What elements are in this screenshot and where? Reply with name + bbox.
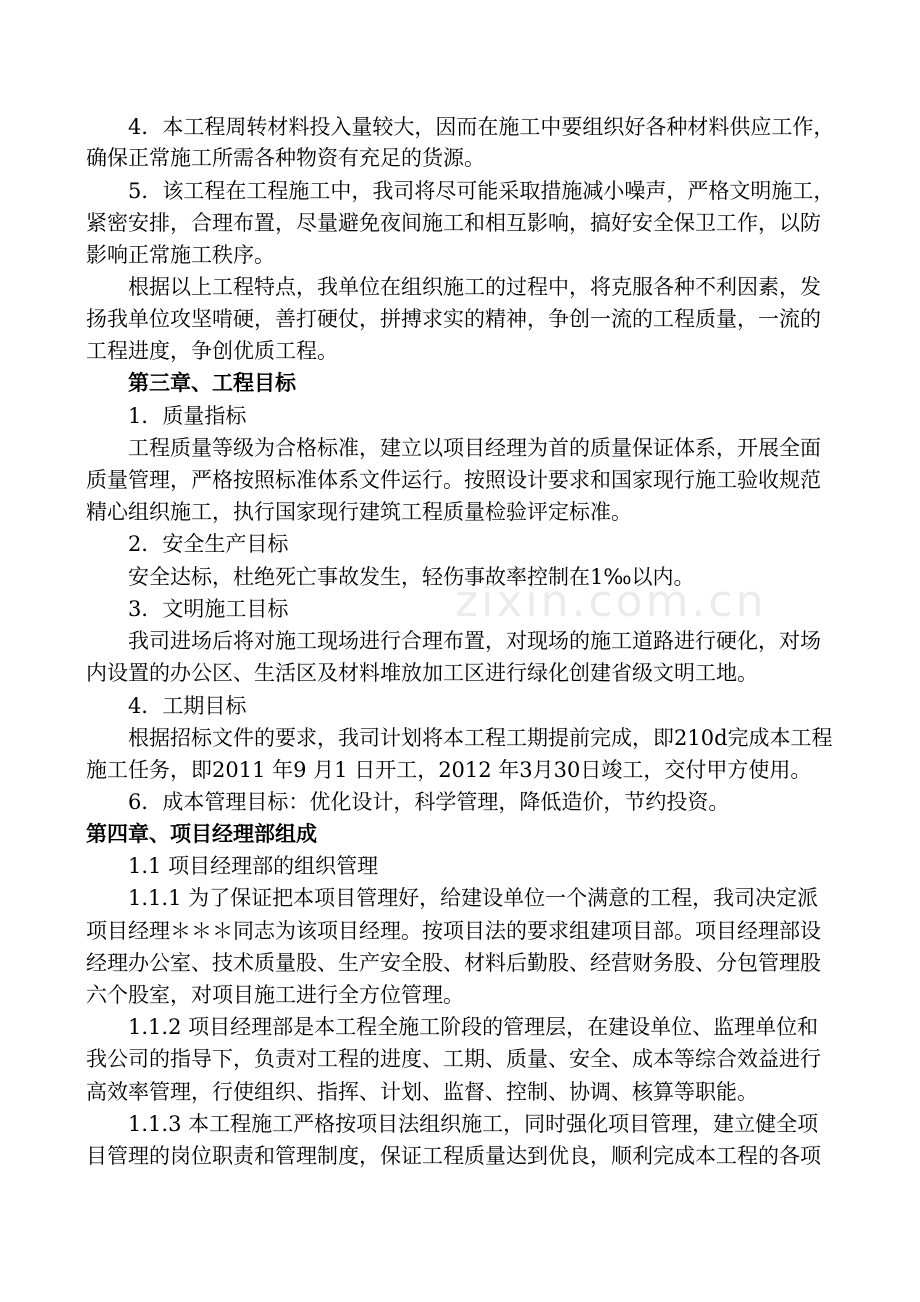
text-line: 内设置的办公区、生活区及材料堆放加工区进行绿化创建省级文明工地。 [86,661,758,685]
text-line: 5．该工程在工程施工中，我司将尽可能采取措施减小噪声，严格文明施工， [128,179,835,203]
chapter-heading: 第四章、项目经理部组成 [86,821,317,846]
text-line: 项目经理＊＊＊同志为该项目经理。按项目法的要求组建项目部。项目经理部设 [86,919,821,943]
text-line: 我司进场后将对施工现场进行合理布置，对现场的施工道路进行硬化，对场 [128,629,821,653]
text-line: 精心组织施工，执行国家现行建筑工程质量检验评定标准。 [86,500,632,524]
text-line: 1.1.3 本工程施工严格按项目法组织施工，同时强化项目管理，建立健全项 [128,1112,819,1136]
text-line: 扬我单位攻坚啃硬，善打硬仗，拼搏求实的精神，争创一流的工程质量，一流的 [86,307,821,331]
text-line: 安全达标，杜绝死亡事故发生，轻伤事故率控制在1‰以内。 [128,565,695,589]
text-line: 1.1 项目经理部的组织管理 [128,854,379,878]
text-line: 根据以上工程特点，我单位在组织施工的过程中，将克服各种不利因素，发 [128,275,821,299]
text-line: 4．本工程周转材料投入量较大，因而在施工中要组织好各种材料供应工作， [128,115,835,139]
chapter-heading: 第三章、工程目标 [128,370,296,395]
text-line: 紧密安排，合理布置，尽量避免夜间施工和相互影响，搞好安全保卫工作，以防 [86,211,821,235]
text-line: 六个股室，对项目施工进行全方位管理。 [86,983,464,1007]
text-line: 根据招标文件的要求，我司计划将本工程工期提前完成，即210d完成本工程 [128,726,833,750]
text-line: 2．安全生产目标 [128,532,289,556]
text-line: 质量管理，严格按照标准体系文件运行。按照设计要求和国家现行施工验收规范 [86,468,821,492]
text-line: 1．质量指标 [128,404,247,428]
watermark: zixin.com.cn [455,576,767,627]
text-line: 经理办公室、技术质量股、生产安全股、材料后勤股、经营财务股、分包管理股 [86,951,821,975]
text-line: 工程进度，争创优质工程。 [86,339,338,363]
text-line: 施工任务，即2011 年9 月1 日开工，2012 年3月30日竣工，交付甲方使用。 [86,758,812,782]
text-line: 我公司的指导下，负责对工程的进度、工期、质量、安全、成本等综合效益进行 [86,1047,821,1071]
text-line: 工程质量等级为合格标准，建立以项目经理为首的质量保证体系，开展全面 [128,436,821,460]
text-line: 1.1.2 项目经理部是本工程全施工阶段的管理层，在建设单位、监理单位和 [128,1015,819,1039]
text-line: 1.1.1 为了保证把本项目管理好，给建设单位一个满意的工程，我司决定派 [128,886,819,910]
text-line: 确保正常施工所需各种物资有充足的货源。 [86,146,485,170]
text-line: 4．工期目标 [128,694,247,718]
text-line: 目管理的岗位职责和管理制度，保证工程质量达到优良，顺利完成本工程的各项 [86,1144,821,1168]
text-line: 6．成本管理目标：优化设计，科学管理，降低造价，节约投资。 [128,790,730,814]
text-line: 3．文明施工目标 [128,597,289,621]
text-line: 影响正常施工秩序。 [86,243,275,267]
text-line: 高效率管理，行使组织、指挥、计划、监督、控制、协调、核算等职能。 [86,1080,758,1104]
